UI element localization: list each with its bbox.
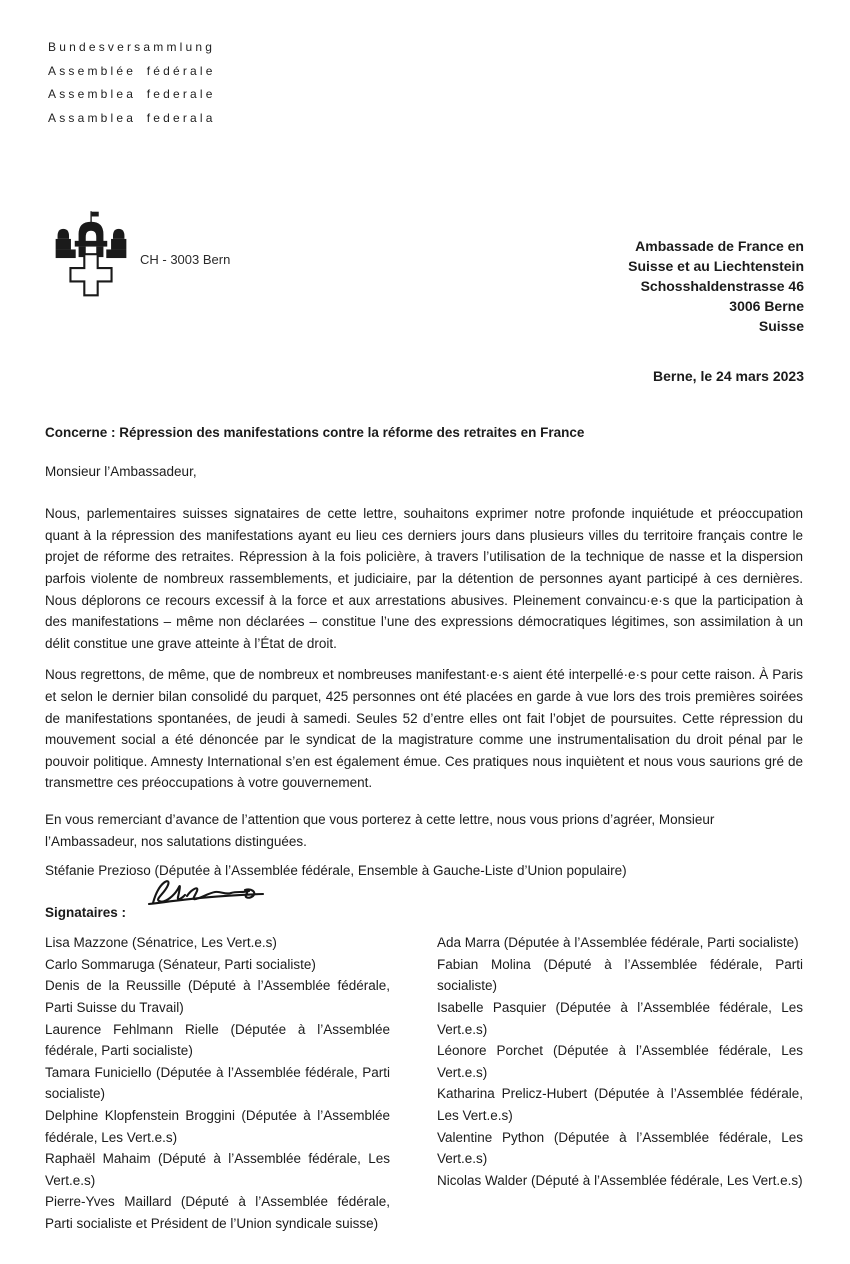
signatory: Fabian Molina (Député à l’Assemblée fédérale, Parti socialiste) (437, 956, 803, 994)
signer-name-and-title: Stéfanie Prezioso (Députée à l’Assemblée fédérale, Ensemble à Gauche-Liste d’Union populaire) (45, 863, 627, 879)
signatory: Nicolas Walder (Député à l’Assemblée fédérale, Les Vert.e.s) (437, 1172, 803, 1188)
letterhead (48, 36, 216, 130)
org-name-de: Bundesversammlung (48, 40, 216, 54)
signatory: Raphaël Mahaim (Député à l’Assemblée fédérale, Les Vert.e.s) (45, 1151, 390, 1188)
recipient-line: Ambassade de France en (635, 238, 804, 254)
body-paragraph-3: En vous remerciant d’avance de l’attention que vous porterez à cette lettre, nous vous prions d’agréer, Monsieur l’Ambassadeur, nos salutations distinguées. (45, 811, 715, 849)
signatories-heading: Signataires : (45, 904, 127, 920)
org-name-fr: Assemblée fédérale (48, 63, 216, 78)
signatory: Denis de la Reussille (Député à l’Assemblée fédérale, Parti Suisse du Travail) (45, 978, 390, 1016)
signatory: Isabelle Pasquier (Députée à l’Assemblée fédérale, Les Vert.e.s) (437, 1000, 803, 1037)
signatory: Laurence Fehlmann Rielle (Députée à l’Assemblée fédérale, Parti socialiste) (45, 1021, 390, 1059)
letter-body (45, 422, 803, 1235)
recipient-line: Suisse et au Liechtenstein (628, 258, 804, 274)
recipient-line: Suisse (758, 318, 804, 334)
subject-line: Concerne : Répression des manifestations contre la réforme des retraites en France (45, 425, 585, 440)
parliament-logo-icon (48, 208, 134, 310)
recipient-line: Schosshaldenstrasse 46 (640, 278, 804, 294)
signatory: Valentine Python (Députée à l’Assemblée fédérale, Les Vert.e.s) (437, 1129, 803, 1167)
body-paragraph-2: Nous regrettons, de même, que de nombreux et nombreuses manifestant·e·s aient été interpellé·e·s pour cette raison. À Paris et selon le dernier bilan consolidé du parquet, 425 personnes ont été placées en garde à vue lors des trois premières soirées de manifestations spontanées, de jeudi à samedi. Seules 52 d’entre elles ont fait l’objet de poursuites. Cette répression du mouvement social a été dénoncée par le syndicat de la magistrature comme une instrumentalisation du droit pénal par le pouvoir politique. Amnesty International s’en est également émue. Ces pratiques nous inquiètent et nous vous saurions gré de transmettre ces préoccupations à votre gouvernement. (45, 667, 803, 791)
dateline: Berne, le 24 mars 2023 (653, 368, 804, 384)
signatory: Léonore Porchet (Députée à l’Assemblée fédérale, Les Vert.e.s) (437, 1043, 803, 1080)
signer-line (45, 860, 803, 882)
signatory: Tamara Funiciello (Députée à l’Assemblée fédérale, Parti socialiste) (45, 1064, 390, 1102)
signatory: Lisa Mazzone (Sénatrice, Les Vert.e.s) (45, 935, 277, 951)
signatory: Pierre-Yves Maillard (Député à l’Assemblée fédérale, Parti socialiste et Président de l’Union syndicale suisse) (45, 1194, 390, 1231)
recipient-address (628, 236, 804, 336)
body-paragraph-1: Nous, parlementaires suisses signataires de cette lettre, souhaitons exprimer notre profonde inquiétude et préoccupation quant à la répression des manifestations ayant eu lieu ces derniers jours dans plusieurs villes du territoire français contre le projet de réforme des retraites. Répression à la fois policière, à travers l’utilisation de la technique de nasse et la dispersion parfois violente de nombreux rassemblements, et judiciaire, par la détention de personnes ayant participé à ces dernières. Nous déplorons ce recours excessif à la force et aux arrestations abusives. Pleinement convaincu·e·s que la participation à des manifestations – même non déclarées – constitue l’une des expressions démocratiques légitimes, son assimilation à un délit constitue une grave atteinte à l’État de droit. (45, 506, 803, 651)
signatory: Ada Marra (Députée à l’Assemblée fédérale, Parti socialiste) (437, 935, 799, 951)
signatory: Katharina Prelicz-Hubert (Députée à l’Assemblée fédérale, Les Vert.e.s) (437, 1086, 803, 1124)
signatory: Delphine Klopfenstein Broggini (Députée à l’Assemblée fédérale, Les Vert.e.s) (45, 1108, 390, 1145)
signatories-right-column (437, 932, 803, 1234)
signatories-left-column (45, 932, 390, 1234)
org-name-rm: Assamblea federala (48, 110, 216, 125)
org-name-it: Assemblea federale (48, 87, 216, 101)
postal-line: CH - 3003 Bern (140, 252, 231, 267)
signatories-columns (45, 932, 803, 1234)
signatory: Carlo Sommaruga (Sénateur, Parti socialiste) (45, 956, 316, 972)
salutation: Monsieur l’Ambassadeur, (45, 463, 197, 479)
recipient-line: 3006 Berne (729, 298, 804, 314)
